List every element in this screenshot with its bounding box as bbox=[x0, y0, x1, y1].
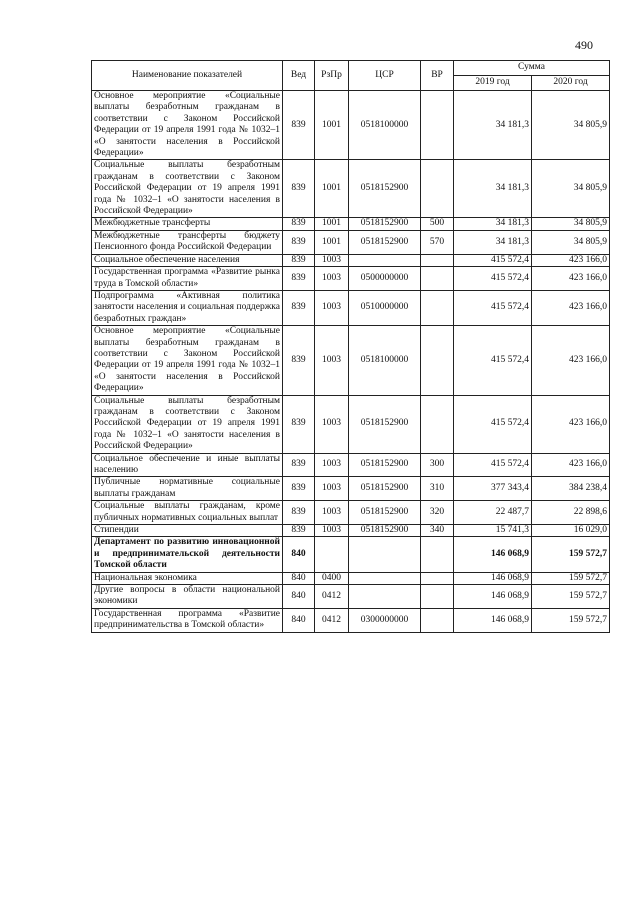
header-name: Наименование показателей bbox=[92, 61, 283, 91]
cell-name: Государственная программа «Развитие рынка труда в Томской области» bbox=[92, 267, 283, 291]
cell-name: Подпрограмма «Активная политика занятости населения и социальная поддержка безработных граждан» bbox=[92, 290, 283, 325]
cell-ved: 839 bbox=[283, 160, 315, 218]
cell-name: Социальные выплаты гражданам, кроме публичных нормативных социальных выплат bbox=[92, 501, 283, 525]
cell-2019: 34 181,3 bbox=[454, 230, 532, 254]
cell-csr: 0518152900 bbox=[349, 525, 421, 537]
cell-ved: 840 bbox=[283, 585, 315, 609]
cell-name: Департамент по развитию инновационной и предпринимательской деятельности Томской области bbox=[92, 537, 283, 572]
cell-ved: 840 bbox=[283, 572, 315, 584]
table-row bbox=[92, 477, 610, 501]
cell-csr bbox=[349, 572, 421, 584]
cell-vr: 300 bbox=[421, 453, 454, 477]
cell-csr bbox=[349, 537, 421, 572]
cell-vr bbox=[421, 537, 454, 572]
cell-rzpr: 1003 bbox=[315, 326, 349, 395]
cell-name: Другие вопросы в области национальной экономики bbox=[92, 585, 283, 609]
cell-ved: 840 bbox=[283, 537, 315, 572]
cell-vr bbox=[421, 290, 454, 325]
cell-vr bbox=[421, 91, 454, 160]
table-row bbox=[92, 501, 610, 525]
cell-2020: 423 166,0 bbox=[532, 395, 610, 453]
cell-2019: 146 068,9 bbox=[454, 537, 532, 572]
cell-2020: 423 166,0 bbox=[532, 326, 610, 395]
cell-2020: 34 805,9 bbox=[532, 160, 610, 218]
cell-2019: 415 572,4 bbox=[454, 254, 532, 266]
cell-ved: 839 bbox=[283, 453, 315, 477]
cell-rzpr: 0400 bbox=[315, 572, 349, 584]
cell-2019: 146 068,9 bbox=[454, 608, 532, 632]
cell-ved: 839 bbox=[283, 254, 315, 266]
cell-vr bbox=[421, 572, 454, 584]
cell-2019: 377 343,4 bbox=[454, 477, 532, 501]
table-row bbox=[92, 290, 610, 325]
header-csr: ЦСР bbox=[349, 61, 421, 91]
table-row bbox=[92, 267, 610, 291]
cell-name: Межбюджетные трансферты бюджету Пенсионного фонда Российской Федерации bbox=[92, 230, 283, 254]
cell-name: Социальное обеспечение населения bbox=[92, 254, 283, 266]
header-2019: 2019 год bbox=[454, 76, 532, 91]
cell-name: Социальные выплаты безработным гражданам в соответствии с Законом Российской Федерации от 19 апреля 1991 года № 1032–1 «О занятости населения в Российской Федерации» bbox=[92, 395, 283, 453]
cell-2019: 15 741,3 bbox=[454, 525, 532, 537]
cell-vr bbox=[421, 160, 454, 218]
cell-name: Национальная экономика bbox=[92, 572, 283, 584]
header-sum: Сумма bbox=[454, 61, 610, 76]
cell-2019: 415 572,4 bbox=[454, 453, 532, 477]
table-header bbox=[92, 61, 610, 91]
budget-table bbox=[91, 60, 610, 633]
cell-name: Стипендии bbox=[92, 525, 283, 537]
cell-ved: 839 bbox=[283, 267, 315, 291]
cell-ved: 839 bbox=[283, 525, 315, 537]
table-row bbox=[92, 608, 610, 632]
cell-ved: 840 bbox=[283, 608, 315, 632]
cell-csr: 0518152900 bbox=[349, 477, 421, 501]
cell-2019: 146 068,9 bbox=[454, 572, 532, 584]
cell-2019: 146 068,9 bbox=[454, 585, 532, 609]
cell-name: Социальное обеспечение и иные выплаты населению bbox=[92, 453, 283, 477]
cell-ved: 839 bbox=[283, 501, 315, 525]
table-row bbox=[92, 537, 610, 572]
table-row bbox=[92, 395, 610, 453]
cell-rzpr: 1003 bbox=[315, 290, 349, 325]
cell-rzpr bbox=[315, 537, 349, 572]
cell-vr bbox=[421, 267, 454, 291]
cell-csr: 0518152900 bbox=[349, 230, 421, 254]
cell-2019: 415 572,4 bbox=[454, 290, 532, 325]
cell-rzpr: 1001 bbox=[315, 218, 349, 230]
cell-csr: 0510000000 bbox=[349, 290, 421, 325]
header-ved: Вед bbox=[283, 61, 315, 91]
cell-2020: 34 805,9 bbox=[532, 218, 610, 230]
cell-csr: 0518152900 bbox=[349, 218, 421, 230]
cell-2020: 159 572,7 bbox=[532, 572, 610, 584]
table-row bbox=[92, 572, 610, 584]
cell-name: Основное мероприятие «Социальные выплаты безработным гражданам в соответствии с Законом Российской Федерации от 19 апреля 1991 года № 1032–1 «О занятости населения в Российской Федерации» bbox=[92, 326, 283, 395]
cell-2020: 423 166,0 bbox=[532, 453, 610, 477]
page-number: 490 bbox=[575, 38, 593, 52]
header-vr: ВР bbox=[421, 61, 454, 91]
cell-csr bbox=[349, 254, 421, 266]
cell-rzpr: 1003 bbox=[315, 453, 349, 477]
cell-rzpr: 0412 bbox=[315, 608, 349, 632]
cell-2020: 384 238,4 bbox=[532, 477, 610, 501]
cell-2019: 34 181,3 bbox=[454, 218, 532, 230]
cell-csr: 0500000000 bbox=[349, 267, 421, 291]
table-row bbox=[92, 525, 610, 537]
cell-2020: 423 166,0 bbox=[532, 267, 610, 291]
cell-name: Публичные нормативные социальные выплаты гражданам bbox=[92, 477, 283, 501]
cell-vr: 570 bbox=[421, 230, 454, 254]
cell-2020: 159 572,7 bbox=[532, 585, 610, 609]
cell-ved: 839 bbox=[283, 326, 315, 395]
cell-csr: 0518100000 bbox=[349, 326, 421, 395]
cell-2020: 22 898,6 bbox=[532, 501, 610, 525]
cell-rzpr: 1003 bbox=[315, 477, 349, 501]
cell-ved: 839 bbox=[283, 218, 315, 230]
table-body bbox=[92, 91, 610, 633]
cell-vr bbox=[421, 585, 454, 609]
header-rzpr: РзПр bbox=[315, 61, 349, 91]
cell-ved: 839 bbox=[283, 395, 315, 453]
cell-2020: 423 166,0 bbox=[532, 254, 610, 266]
cell-vr bbox=[421, 608, 454, 632]
cell-csr: 0300000000 bbox=[349, 608, 421, 632]
cell-vr bbox=[421, 254, 454, 266]
cell-2020: 16 029,0 bbox=[532, 525, 610, 537]
table-row bbox=[92, 91, 610, 160]
cell-ved: 839 bbox=[283, 230, 315, 254]
cell-csr: 0518152900 bbox=[349, 395, 421, 453]
cell-rzpr: 1001 bbox=[315, 230, 349, 254]
cell-rzpr: 1003 bbox=[315, 267, 349, 291]
cell-name: Основное мероприятие «Социальные выплаты безработным гражданам в соответствии с Законом Российской Федерации от 19 апреля 1991 года № 1032–1 «О занятости населения в Российской Федерации» bbox=[92, 91, 283, 160]
cell-rzpr: 1001 bbox=[315, 160, 349, 218]
cell-vr bbox=[421, 395, 454, 453]
cell-2020: 34 805,9 bbox=[532, 230, 610, 254]
cell-csr: 0518152900 bbox=[349, 501, 421, 525]
cell-rzpr: 1003 bbox=[315, 254, 349, 266]
table-row bbox=[92, 326, 610, 395]
cell-2020: 159 572,7 bbox=[532, 537, 610, 572]
table-row bbox=[92, 160, 610, 218]
cell-2019: 415 572,4 bbox=[454, 395, 532, 453]
cell-csr bbox=[349, 585, 421, 609]
table-row bbox=[92, 218, 610, 230]
cell-name: Межбюджетные трансферты bbox=[92, 218, 283, 230]
cell-rzpr: 1003 bbox=[315, 525, 349, 537]
table-row bbox=[92, 453, 610, 477]
cell-csr: 0518152900 bbox=[349, 453, 421, 477]
cell-vr bbox=[421, 326, 454, 395]
cell-2020: 423 166,0 bbox=[532, 290, 610, 325]
cell-rzpr: 1003 bbox=[315, 395, 349, 453]
cell-vr: 310 bbox=[421, 477, 454, 501]
cell-ved: 839 bbox=[283, 477, 315, 501]
table-row bbox=[92, 254, 610, 266]
cell-2019: 34 181,3 bbox=[454, 91, 532, 160]
cell-ved: 839 bbox=[283, 290, 315, 325]
table-row bbox=[92, 230, 610, 254]
cell-vr: 340 bbox=[421, 525, 454, 537]
cell-2019: 415 572,4 bbox=[454, 267, 532, 291]
cell-2019: 22 487,7 bbox=[454, 501, 532, 525]
cell-2019: 415 572,4 bbox=[454, 326, 532, 395]
cell-vr: 500 bbox=[421, 218, 454, 230]
cell-2020: 159 572,7 bbox=[532, 608, 610, 632]
cell-name: Государственная программа «Развитие предпринимательства в Томской области» bbox=[92, 608, 283, 632]
cell-rzpr: 1001 bbox=[315, 91, 349, 160]
cell-csr: 0518100000 bbox=[349, 91, 421, 160]
cell-ved: 839 bbox=[283, 91, 315, 160]
cell-rzpr: 1003 bbox=[315, 501, 349, 525]
cell-name: Социальные выплаты безработным гражданам в соответствии с Законом Российской Федерации от 19 апреля 1991 года № 1032–1 «О занятости населения в Российской Федерации» bbox=[92, 160, 283, 218]
cell-rzpr: 0412 bbox=[315, 585, 349, 609]
cell-csr: 0518152900 bbox=[349, 160, 421, 218]
cell-vr: 320 bbox=[421, 501, 454, 525]
table-row bbox=[92, 585, 610, 609]
cell-2019: 34 181,3 bbox=[454, 160, 532, 218]
cell-2020: 34 805,9 bbox=[532, 91, 610, 160]
header-2020: 2020 год bbox=[532, 76, 610, 91]
